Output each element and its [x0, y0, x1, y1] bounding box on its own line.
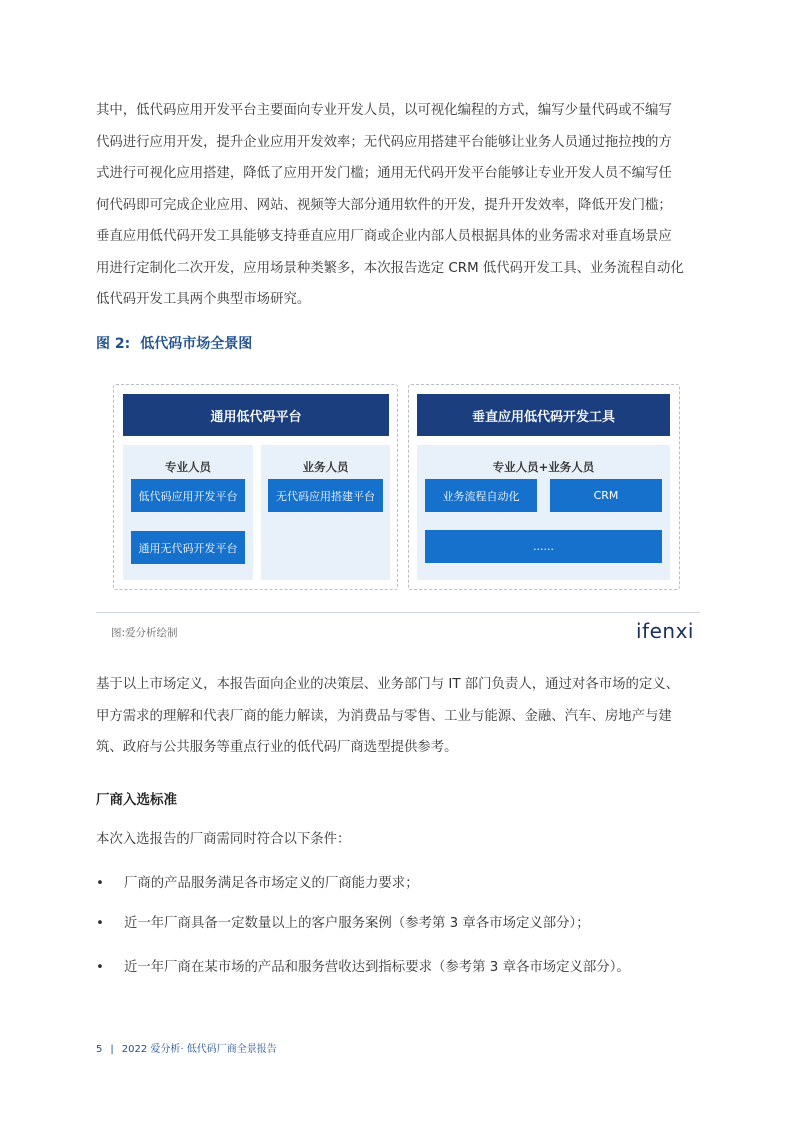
bullet-icon: • [96, 960, 104, 975]
footer-separator: | [110, 1044, 114, 1055]
footer-title: 2022 爱分析· 低代码厂商全景报告 [121, 1044, 277, 1055]
list-item [96, 872, 419, 891]
text-line: 何代码即可完成企业应用、网站、视频等大部分通用软件的开发，提升开发效率，降低开发门槛； [96, 197, 672, 213]
general-lowcode-panel [113, 384, 398, 590]
text-line: 低代码开发工具两个典型市场研究。 [96, 292, 311, 307]
text-line: 甲方需求的理解和代表厂商的能力解读，为消费品与零售、工业与能源、金融、汽车、房地产与建 [96, 708, 672, 724]
list-item-text: 近一年厂商在某市场的产品和服务营收达到指标要求（参考第 3 章各市场定义部分）。 [124, 960, 630, 975]
lowcode-app-platform-box: 低代码应用开发平台 [131, 479, 245, 512]
vertical-lowcode-panel [408, 384, 680, 590]
panel-header: 通用低代码平台 [123, 394, 389, 436]
crm-box: CRM [550, 479, 662, 512]
mixed-group [417, 445, 670, 580]
text-line: 筑、政府与公共服务等重点行业的低代码厂商选型提供参考。 [96, 740, 458, 755]
general-nocode-platform-box: 通用无代码开发平台 [131, 531, 245, 564]
list-item [96, 912, 590, 931]
text-line: 垂直应用低代码开发工具能够支持垂直应用厂商或企业内部人员根据具体的业务需求对垂直场景应 [96, 229, 672, 244]
nocode-app-builder-box: 无代码应用搭建平台 [268, 479, 383, 512]
body-paragraph [96, 669, 702, 764]
text-line: 基于以上市场定义，本报告面向企业的决策层、业务部门与 IT 部门负责人，通过对各市场的定义、 [96, 677, 680, 692]
business-group [261, 445, 390, 580]
text-line: 其中，低代码应用开发平台主要面向专业开发人员，以可视化编程的方式，编写少量代码或不编写 [96, 103, 672, 118]
figure-label: 图 2: [96, 336, 131, 352]
panel-header: 垂直应用低代码开发工具 [417, 394, 670, 436]
group-label: 专业人员 [165, 460, 211, 474]
text-line: 式进行可视化应用搭建，降低了应用开发门槛；通用无代码开发平台能够让专业开发人员不编写任 [96, 166, 672, 181]
bullet-icon: • [96, 876, 104, 891]
section-title: 厂商入选标准 [96, 792, 177, 808]
group-label: 专业人员+业务人员 [492, 460, 595, 474]
intro-paragraph [96, 95, 702, 316]
professional-group [123, 445, 253, 580]
caption-divider [96, 612, 700, 613]
page-footer [96, 1040, 277, 1055]
figure-title-text: 低代码市场全景图 [140, 336, 253, 352]
figure-caption: 图:爱分析绘制 [111, 627, 178, 639]
ifenxi-logo: ifenxi [636, 619, 694, 643]
more-box: ...... [425, 530, 662, 563]
text-line: 代码进行应用开发，提升企业应用开发效率；无代码应用搭建平台能够让业务人员通过拖拉拽的方 [96, 134, 672, 150]
figure-title [96, 333, 262, 353]
page-number: 5 [96, 1044, 103, 1055]
bpa-box: 业务流程自动化 [425, 479, 537, 512]
list-item [96, 956, 630, 975]
list-item-text: 厂商的产品服务满足各市场定义的厂商能力要求； [124, 876, 419, 891]
group-label: 业务人员 [302, 460, 349, 474]
section-intro: 本次入选报告的厂商需同时符合以下条件： [96, 832, 351, 847]
list-item-text: 近一年厂商具备一定数量以上的客户服务案例（参考第 3 章各市场定义部分）； [124, 916, 590, 931]
bullet-icon: • [96, 916, 104, 931]
text-line: 用进行定制化二次开发，应用场景种类繁多，本次报告选定 CRM 低代码开发工具、业务流程自动化 [96, 260, 684, 276]
